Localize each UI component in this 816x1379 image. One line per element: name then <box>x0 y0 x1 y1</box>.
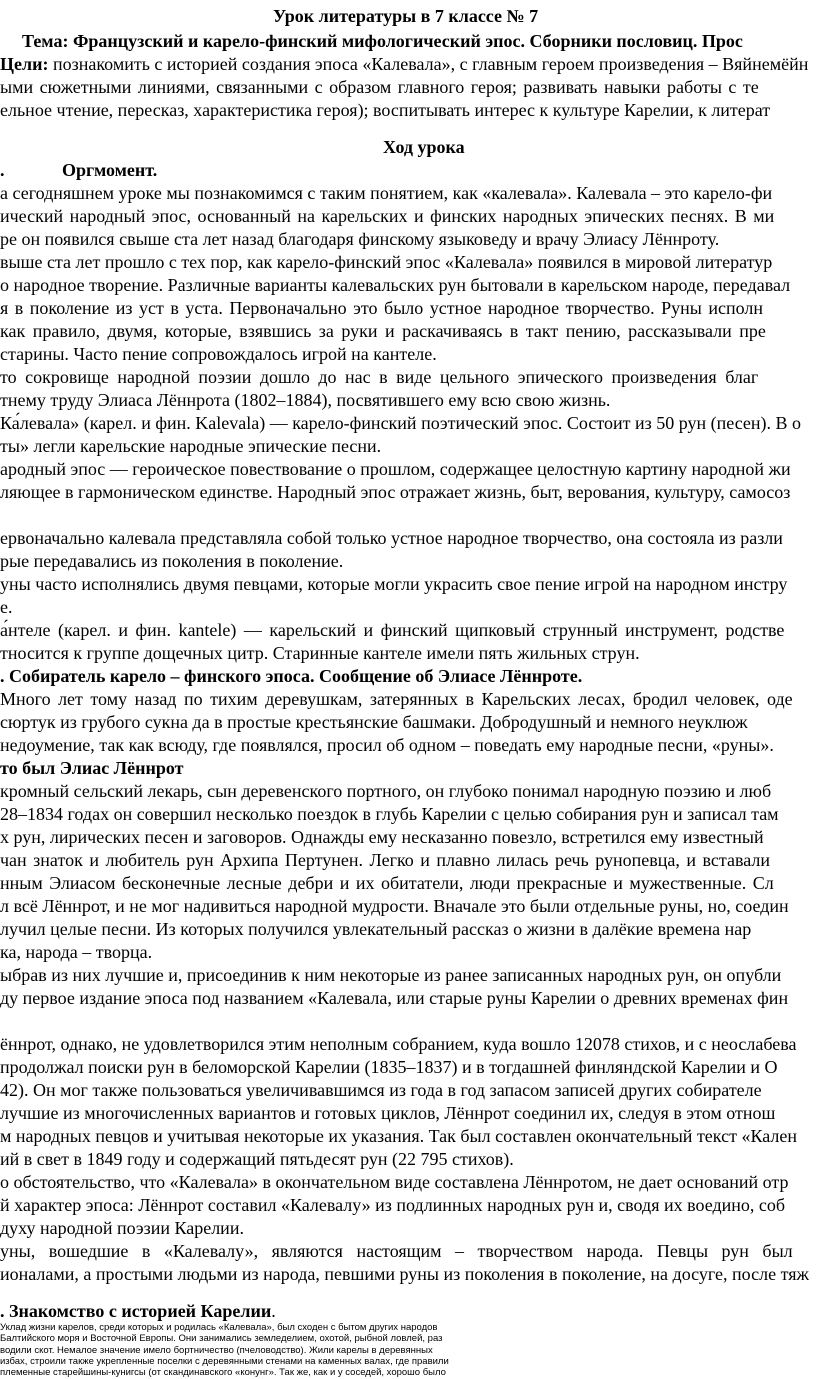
s2-line-b15: м народных певцов и учитывая некоторые их указания. Так был составлен окончательный текст «Кален <box>0 1126 797 1146</box>
section1-num: . <box>0 160 5 180</box>
section3-heading: . Знакомство с историей Карелии. <box>0 1301 276 1321</box>
s2-line-b9: ду первое издание эпоса под названием «Калевала, или старые руны Карелии о древних временах фин <box>0 988 789 1008</box>
s2-line-b16: ий в свет в 1849 году и содержащий пятьдесят рун (22 795 стихов). <box>0 1149 514 1169</box>
s3-line-0: Уклад жизни карелов, среди которых и родилась «Калевала», был сходен с бытом других народов <box>0 1322 438 1333</box>
s1-line-8: то сокровище народной поэзии дошло до нас в виде цельного эпического произведения благ <box>0 367 759 387</box>
s2-line-b5: л всё Лённрот, и не мог надивиться народной мудрости. Вначале это были отдельные руны, но, соедин <box>0 896 789 916</box>
s2-line-b4: нным Элиасом бесконечные лесные дебри и их обитатели, люди прекрасные и мужественные. Сл <box>0 873 774 893</box>
s2-line-b19: духу народной поэзии Карелии. <box>0 1218 244 1238</box>
s2-line-b6: лучил целые песни. Из которых получился увлекательный рассказ о жизни в далёкие времена нар <box>0 919 752 939</box>
s1-line-9: тнему труду Элиаса Лённрота (1802–1884), посвятившего ему всю свою жизнь. <box>0 390 611 410</box>
s2-line-b3: чан знаток и любитель рун Архипа Пертунен. Легко и плавно лилась речь рунопевца, и вставали <box>0 850 770 870</box>
s2-line-b20: уны, вошедшие в «Калевалу», являются настоящим – творчеством народа. Певцы рун был <box>0 1241 793 1261</box>
s3-line-2: водили скот. Немалое значение имело бортничество (пчеловодство). Жили карелы в деревянных <box>0 1344 433 1356</box>
s2-line-a0: Много лет тому назад по тихим деревушкам, затерянных в Карельских лесах, бродил человек, оде <box>0 689 793 709</box>
s2-line-a2: недоумение, так как всюду, где появлялся, просил об одном – поведать ему народные песни, «руны». <box>0 735 774 755</box>
s1-line-5: я в поколение из уст в уста. Первоначально это было устное народное творчество. Руны исполн <box>0 298 763 318</box>
s2-line-b2: х рун, лирических песен и заговоров. Однажды ему несказанно повезло, встретился ему известный <box>0 827 764 847</box>
s2-line-b7: ка, народа – творца. <box>0 942 153 962</box>
s2-line-b11: ённрот, однако, не удовлетворился этим неполным собранием, куда вошло 12078 стихов, и с неослабева <box>0 1034 797 1054</box>
section2-heading: . Собиратель карело – финского эпоса. Сообщение об Элиасе Лённроте. <box>0 666 583 686</box>
s1-line-7: старины. Часто пение сопровождалось игрой на кантеле. <box>0 344 437 364</box>
section1-title: Оргмомент. <box>62 160 158 180</box>
goals-line-1: Цели: познакомить с историей создания эпоса «Калевала», с главным героем произведения – Вяйнемёйн <box>0 54 809 74</box>
goals-line-3: ельное чтение, пересказ, характеристика героя); воспитывать интерес к культуре Карелии, к литерат <box>0 100 771 120</box>
s1-line-15: ервоначально калевала представляла собой только устное народное творчество, она состояла из разли <box>0 528 783 548</box>
s2-line-b12: продолжал поиски рун в беломорской Карелии (1835–1837) и в тогдашней финляндской Карелии и О <box>0 1057 778 1077</box>
s2-line-b0: кромный сельский лекарь, сын деревенского портного, он глубоко понимал народную поэзию и люб <box>0 781 772 801</box>
s1-line-20: тносится к группе дощечных цитр. Старинные кантеле имели пять жильных струн. <box>0 643 640 663</box>
s3-line-3: избах, строили также укрепленные поселки с деревянными стенами на каменных валах, где правили <box>0 1355 449 1367</box>
s3-line-1: Балтийского моря и Восточной Европы. Они занимались земледелием, охотой, рыбной ловлей, раз <box>0 1333 443 1345</box>
s1-line-19: а́нтеле (карел. и фин. kantele) — карельский и финский щипковый струнный инструмент, родстве <box>0 620 785 640</box>
s1-line-18: е. <box>0 597 13 617</box>
s2-line-b1: 28–1834 годах он совершил несколько поездок в глубь Карелии с целью собирания рун и записал там <box>0 804 779 824</box>
s2-line-b18: й характер эпоса: Лённрот составил «Калевалу» из подлинных народных рун и, сводя их воедино, соб <box>0 1195 786 1215</box>
s1-line-10: Ка́левала» (карел. и фин. Kalevala) — карело-финский поэтический эпос. Состоит из 50 рун (песен). В о <box>0 413 802 433</box>
s2-line-b21: ионалами, а простыми людьми из народа, певшими руны из поколения в поколение, на досуге, после тяж <box>0 1264 809 1284</box>
lesson-title: Урок литературы в 7 классе № 7 <box>273 6 539 26</box>
s1-line-6: как правило, двумя, которые, взявшись за руки и раскачиваясь в такт пению, рассказывали пре <box>0 321 766 341</box>
s2-line-b17: о обстоятельство, что «Калевала» в окончательном виде составлена Лённротом, не дает оснований отр <box>0 1172 789 1192</box>
goals-label: Цели: <box>0 54 49 74</box>
goals-line-2: ыми сюжетными линиями, связанными с образом главного героя; развивать навыки работы с те <box>0 77 759 97</box>
s1-line-17: уны часто исполнялись двумя певцами, которые могли украсить свое пение игрой на народном инстру <box>0 574 788 594</box>
topic-label: Тема: <box>22 31 69 51</box>
section3-body <box>0 1321 816 1379</box>
s1-line-2: ре он появился свыше ста лет назад благодаря финскому языковеду и врачу Элиасу Лённроту. <box>0 229 720 249</box>
s2-line-b14: лучшие из многочисленных вариантов и готовых циклов, Лённрот соединил их, следуя в этом отнош <box>0 1103 776 1123</box>
s1-line-11: ты» легли карельские народные эпические песни. <box>0 436 382 456</box>
s1-line-12: ародный эпос — героическое повествование о прошлом, содержащее целостную картину народной жи <box>0 459 791 479</box>
s2-line-a1: сюртук из грубого сукна да в простые крестьянские башмаки. Добродушный и немного неуклюж <box>0 712 748 732</box>
s1-line-1: ический народный эпос, основанный на карельских и финских народных эпических песнях. В ми <box>0 206 775 226</box>
s3-line-4: племенные старейшины-кунигсы (от скандинавского «конунг». Так же, как и у соседей, хорошо было <box>0 1367 446 1379</box>
s1-line-3: выше ста лет прошло с тех пор, как карело-финский эпос «Калевала» появился в мировой литератур <box>0 252 773 272</box>
topic-text: Французский и карело-финский мифологический эпос. Сборники пословиц. Прос <box>72 31 743 51</box>
s1-line-16: рые передавались из поколения в поколение. <box>0 551 344 571</box>
s1-line-0: а сегодняшнем уроке мы познакомимся с таким понятием, как «калевала». Калевала – это карело-фи <box>0 183 773 203</box>
s2-line-b8: ыбрав из них лучшие и, присоединив к ним некоторые из ранее записанных народных рун, он опубли <box>0 965 782 985</box>
s2-line-b13: 42). Он мог также пользоваться увеличивавшимся из года в год запасом записей других собирателе <box>0 1080 762 1100</box>
s1-line-4: о народное творение. Различные варианты калевальских рун бытовали в карельском народе, передавал <box>0 275 791 295</box>
lesson-heading: Ход урока <box>383 137 465 157</box>
s1-line-13: ляющее в гармоническом единстве. Народный эпос отражает жизнь, быт, верования, культуру, самосоз <box>0 482 791 502</box>
section2-subheading: то был Элиас Лённрот <box>0 758 184 778</box>
